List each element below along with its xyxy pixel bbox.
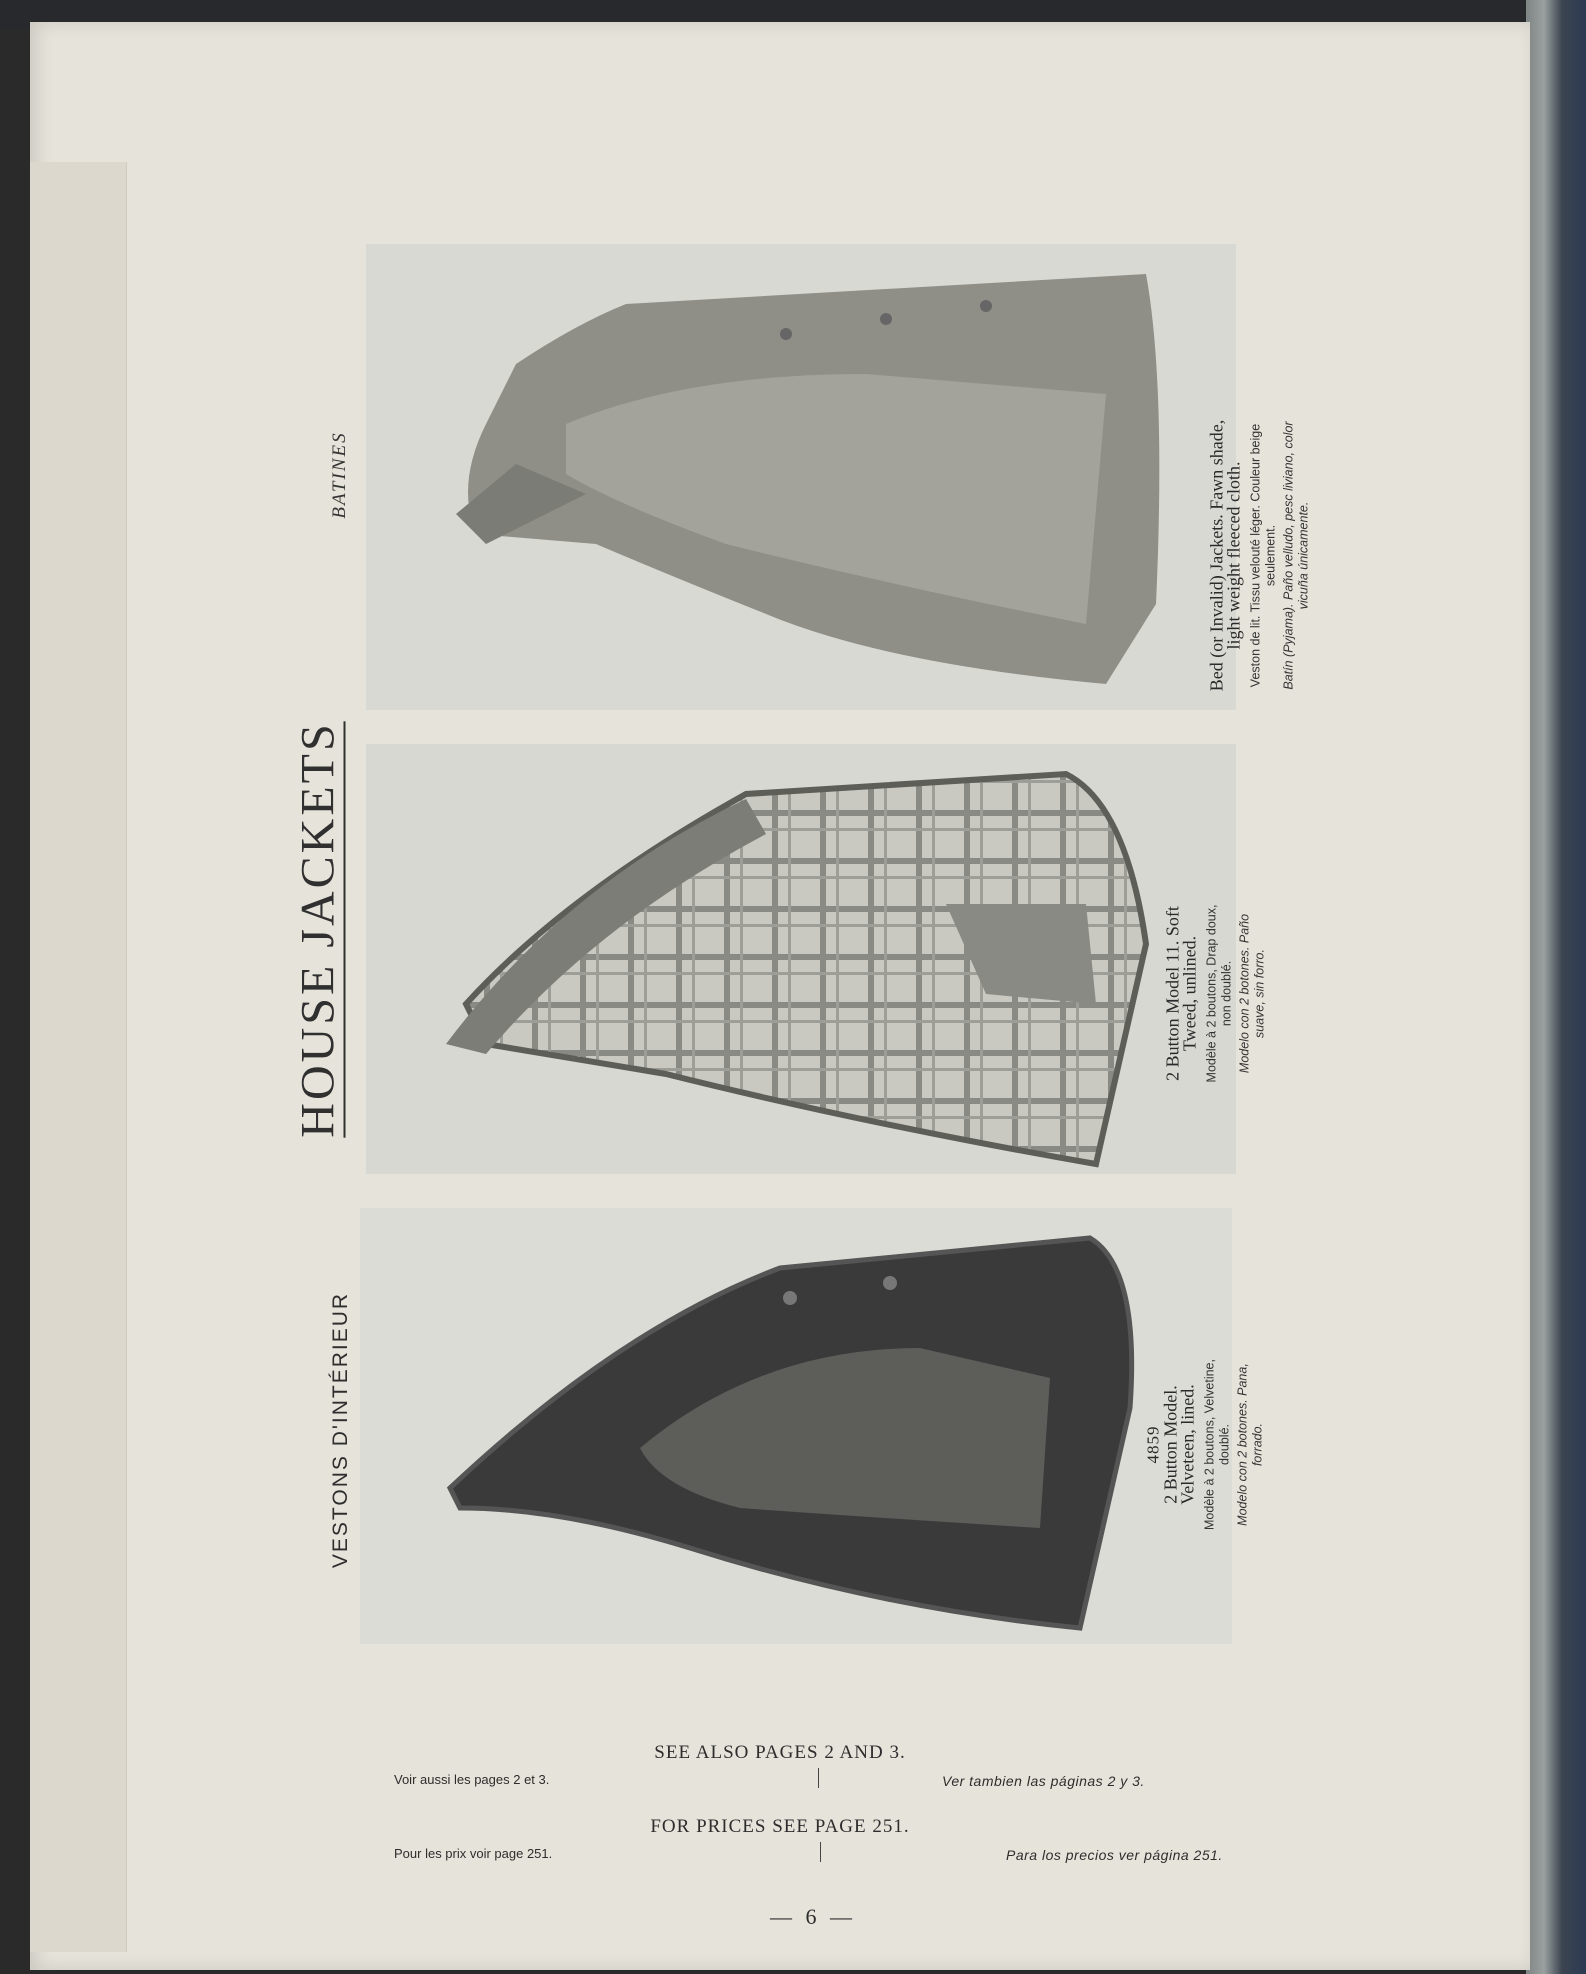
prices-spanish: Para los precios ver página 251. xyxy=(1006,1847,1223,1863)
see-also-english: SEE ALSO PAGES 2 AND 3. xyxy=(654,1742,906,1763)
caption-check-tweed-jacket xyxy=(1162,904,1268,1084)
page-subtitle-spanish: BATINES xyxy=(329,431,350,519)
prices-english: FOR PRICES SEE PAGE 251. xyxy=(650,1816,910,1837)
caption-velveteen-jacket xyxy=(1145,1350,1266,1540)
caption-fawn-jacket xyxy=(1206,406,1312,706)
photo-fawn-jacket xyxy=(366,244,1236,710)
caption-french: Modèle à 2 boutons, Velvetine, doublé. xyxy=(1202,1359,1232,1530)
divider xyxy=(820,1842,821,1862)
see-also-french: Voir aussi les pages 2 et 3. xyxy=(394,1772,550,1787)
photo-velveteen-jacket xyxy=(360,1208,1232,1644)
prices-french: Pour les prix voir page 251. xyxy=(394,1846,553,1861)
caption-spanish: Modelo con 2 botones. Paño suave, sin forro. xyxy=(1237,913,1267,1074)
caption-french: Modèle à 2 boutons, Drap doux, non doublé. xyxy=(1204,904,1234,1083)
caption-english: 2 Button Model 11. Soft Tweed, unlined. xyxy=(1162,906,1200,1081)
see-also-spanish: Ver tambien las páginas 2 y 3. xyxy=(942,1773,1145,1789)
product-number: 4859 xyxy=(1143,1425,1163,1464)
divider xyxy=(818,1768,819,1788)
page-subtitle-french: VESTONS D'INTÉRIEUR xyxy=(329,1291,352,1569)
caption-english: 2 Button Model. Velveteen, lined. xyxy=(1160,1384,1198,1505)
caption-french: Veston de lit. Tissu velouté léger. Couleur beige seulement. xyxy=(1248,423,1278,688)
photo-check-tweed-jacket xyxy=(366,744,1236,1174)
page-title: HOUSE JACKETS xyxy=(291,721,345,1138)
caption-spanish: Batín (Pyjama). Paño velludo, pesc liviano, color vicuña únicamente. xyxy=(1281,421,1311,690)
book-binding-right xyxy=(1526,0,1586,1974)
caption-spanish: Modelo con 2 botones. Pana, forrado. xyxy=(1235,1363,1265,1526)
page-number: — 6 — xyxy=(770,1904,856,1929)
caption-english: Bed (or Invalid) Jackets. Fawn shade, light weight fleeced cloth. xyxy=(1206,419,1244,692)
page-inner-margin xyxy=(30,162,127,1952)
catalog-page xyxy=(30,22,1530,1970)
